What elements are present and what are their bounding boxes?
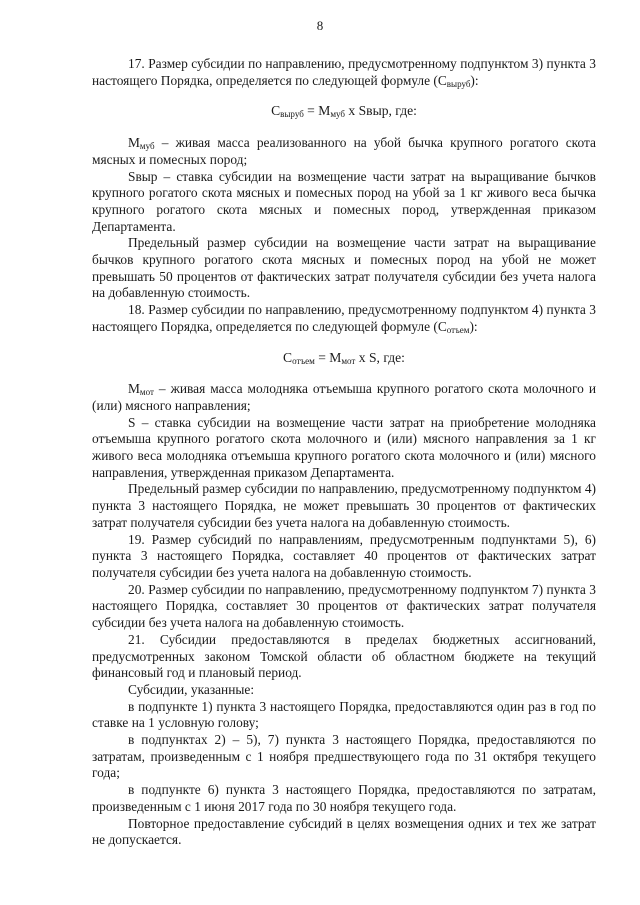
list-item-subpoint-1: в подпункте 1) пункта 3 настоящего Порядка, предоставляются один раз в год по ставке на 1 условную голову;: [92, 698, 596, 731]
list-item-subpoint-6: в подпункте 6) пункта 3 настоящего Порядка, предоставляются по затратам, произведенным с 1 июня 2017 года по 30 ноября текущего года.: [92, 782, 596, 814]
subsidies-intro: Субсидии, указанные:: [128, 681, 255, 697]
paragraph-19: 19. Размер субсидий по направлениям, предусмотренным подпунктами 5), 6) пункта 3 настоящего Порядка, составляет 40 процентов от фактических затрат получателя субсидии без учета налога на добавленную стоимость.: [92, 531, 596, 580]
paragraph-21: 21. Субсидии предоставляются в пределах бюджетных ассигнований, предусмотренных законом Томской области об областном бюджете на текущий финансовый год и плановый период.: [92, 631, 596, 681]
definition-mass-fattening: $М_{муб}$ – живая масса реализованного на убой бычка крупного рогатого скота мясных и помесных пород;: [92, 135, 596, 167]
definition-mass-weaners: $М_{мот}$ – живая масса молодняка отъемыша крупного рогатого скота молочного и (или) мясного направления;: [92, 381, 596, 413]
limit-fattening: Предельный размер субсидии на возмещение части затрат на выращивание бычков крупного рогатого скота мясных и помесных пород на убой не может превышать 50 процентов от фактических затрат получателя субсидии без учета налога на добавленную стоимость.: [92, 235, 596, 301]
limit-weaners: Предельный размер субсидии по направлению, предусмотренному подпунктом 4) пункта 3 настоящего Порядка, не может превышать 30 процентов от фактических затрат получателя субсидии без учета налога на добавленную стоимость.: [92, 481, 596, 530]
definition-rate-fattening: Sвыр – ставка субсидии на возмещение части затрат на выращивание бычков крупного рогатого скота мясных и помесных пород на убой за 1 кг живого веса бычка крупного рогатого скота мясных и помесных пород, утвержденная приказом Департамента.: [92, 168, 596, 234]
repeat-prohibition: Повторное предоставление субсидий в целях возмещения одних и тех же затрат не допускается.: [92, 815, 596, 848]
paragraph-18: 18. Размер субсидии по направлению, предусмотренному подпунктом 4) пункта 3 настоящего Порядка, определяется по следующей формуле $(С_{отъем})$:: [92, 302, 596, 335]
paragraph-17: 17. Размер субсидии по направлению, предусмотренному подпунктом 3) пункта 3 настоящего Порядка, определяется по следующей формуле $(С_{выруб})$:: [92, 56, 596, 89]
page-number: 8: [316, 18, 324, 33]
list-item-subpoints-2-7: в подпунктах 2) – 5), 7) пункта 3 настоящего Порядка, предоставляются по затратам, произведенным с 1 ноября предшествующего года по 31 октября текущего года;: [92, 732, 596, 781]
definition-rate-weaners: S – ставка субсидии на возмещение части затрат на приобретение молодняка отъемыша крупного рогатого скота молочного и (или) мясного направления за 1 кг живого веса молодняка отъемыша крупного рогатого скота молочного и (или) мясного направления, утвержденная приказом Департамента.: [92, 414, 596, 480]
formula-fattening: $С_{выруб} = М_{муб}$ х Sвыр, где:: [271, 103, 417, 120]
formula-weaners: $С_{отъем} = М_{мот}$ х S, где:: [283, 349, 405, 366]
document-body: [92, 56, 596, 849]
paragraph-20: 20. Размер субсидии по направлению, предусмотренному подпунктом 7) пункта 3 настоящего Порядка, составляет 30 процентов от фактических затрат получателя субсидии без учета налога на добавленную стоимость.: [92, 581, 596, 631]
